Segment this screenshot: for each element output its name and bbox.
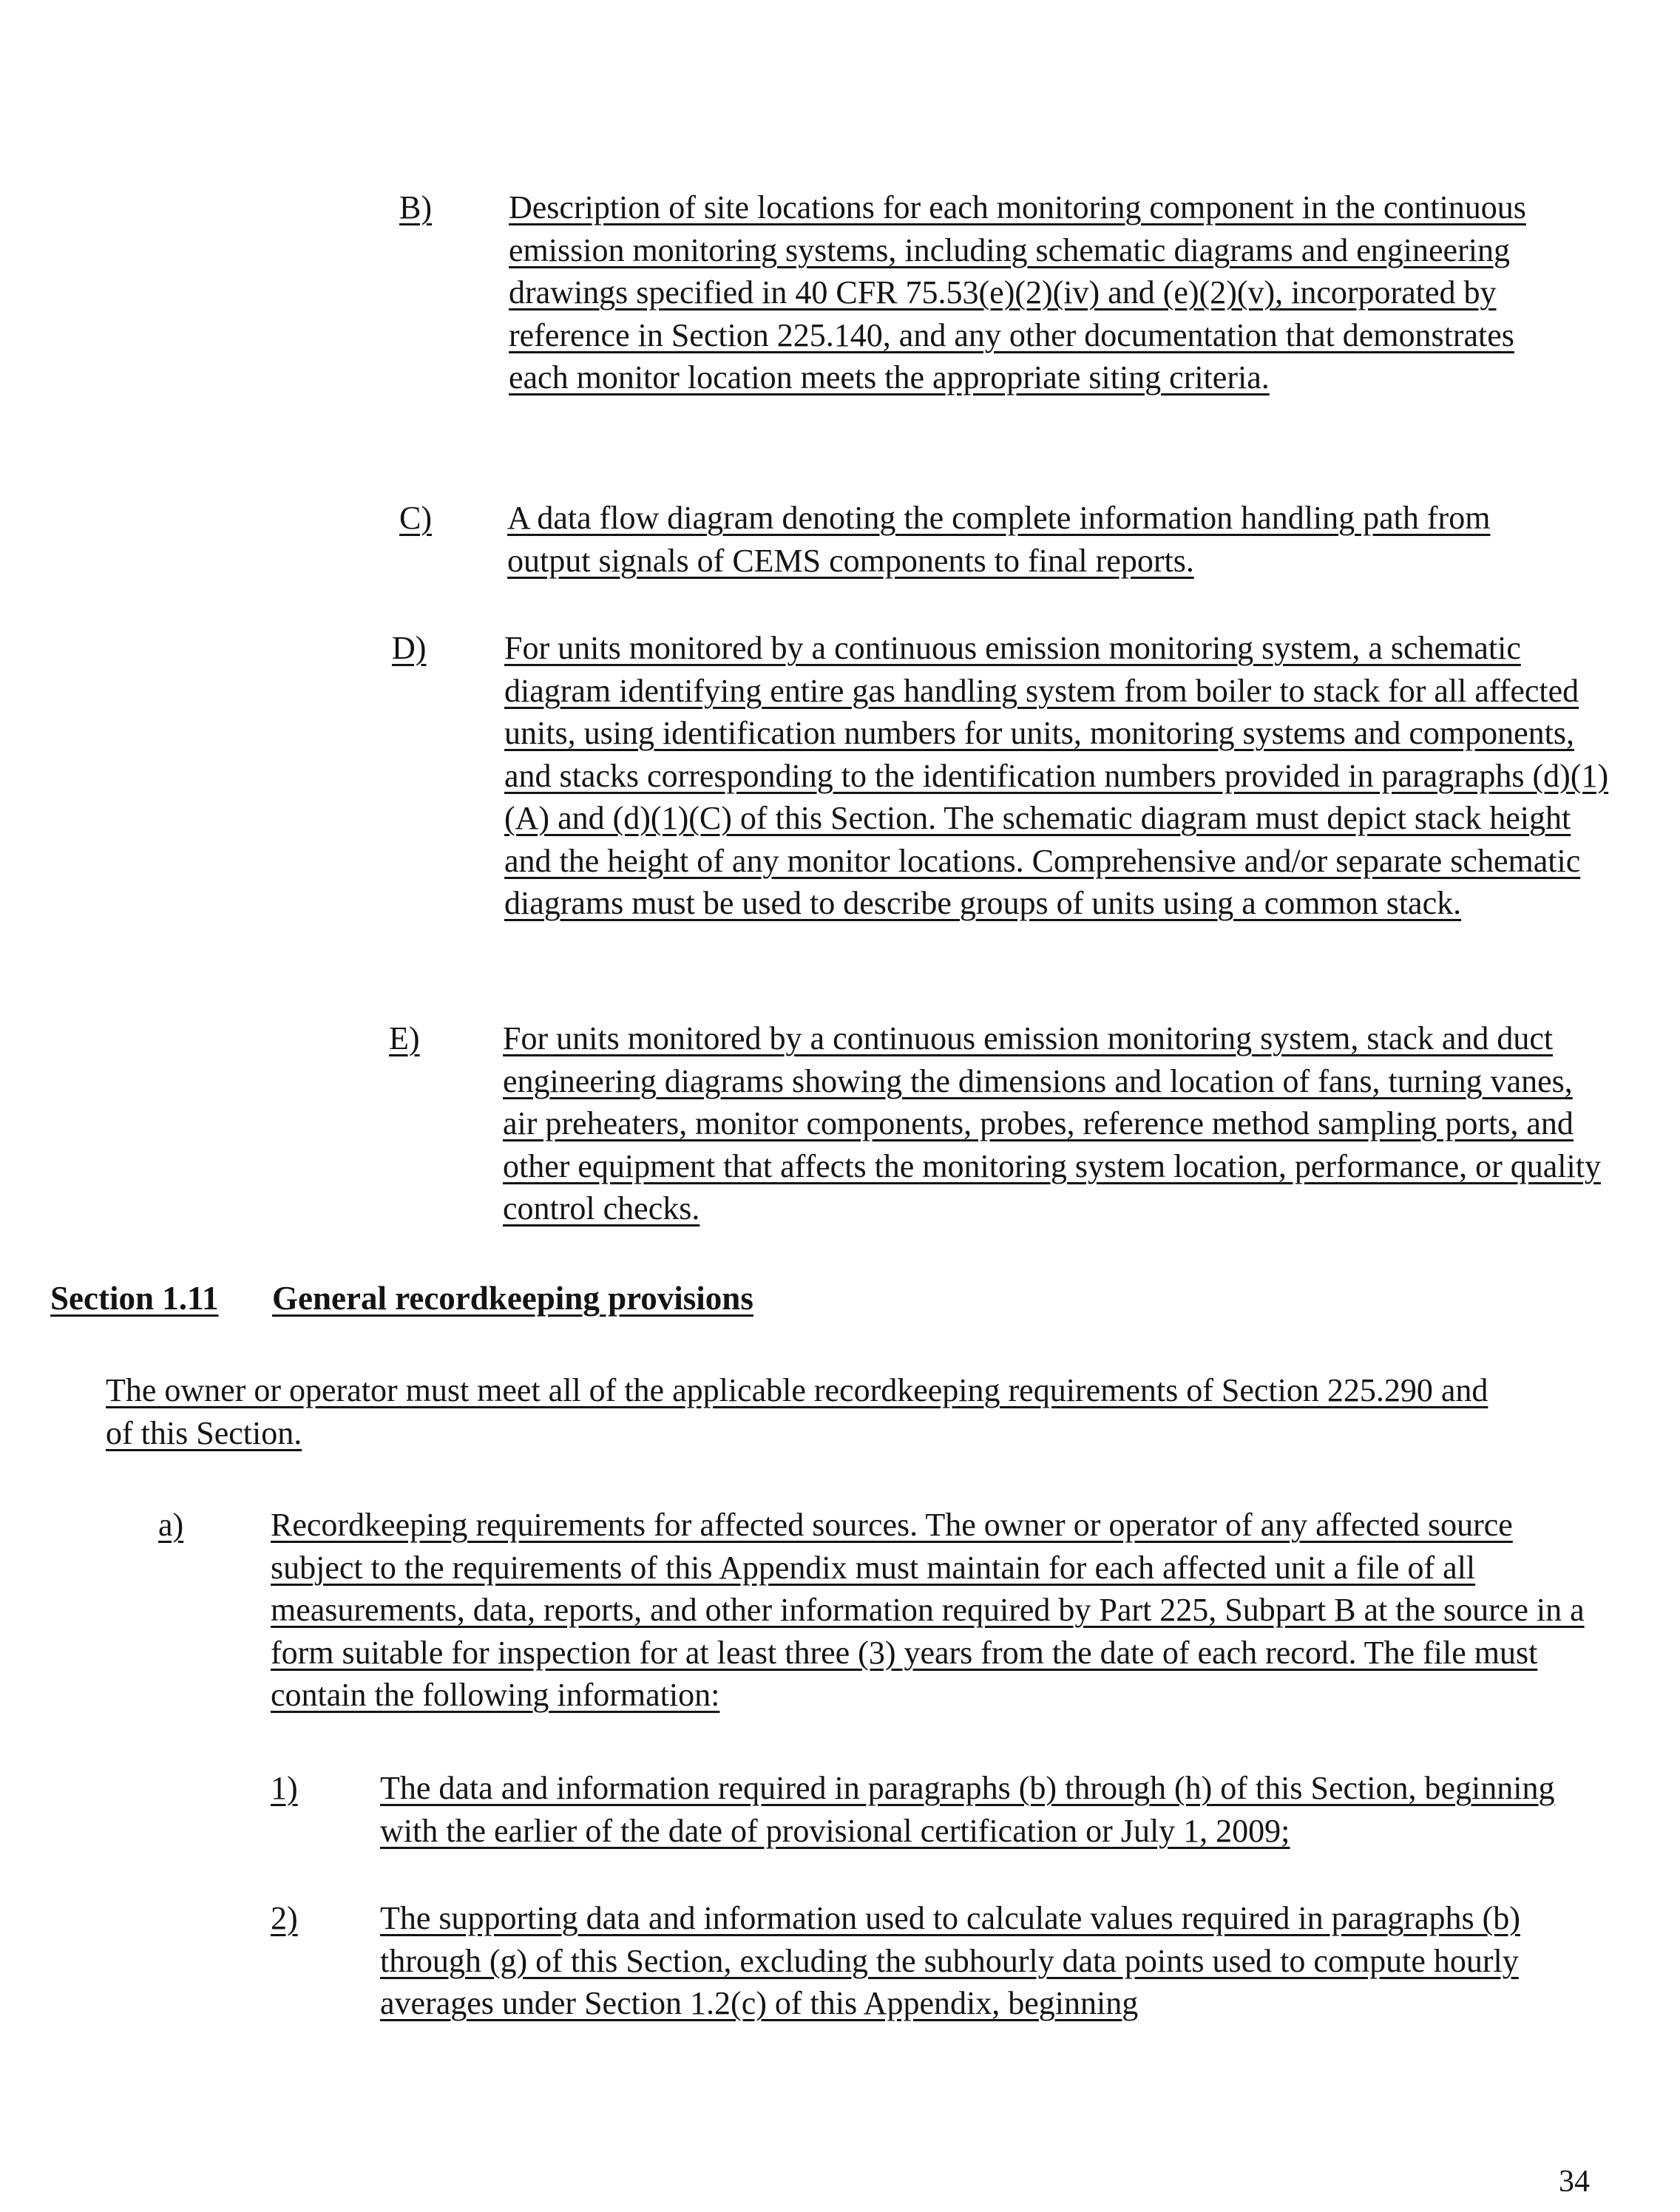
item-e-text: For units monitored by a continuous emission monitoring system, stack and duct engineering diagrams showing the dimensions and location of fans, turning vanes, air preheaters, monitor components, probes, reference method sampling ports, and other equipment that affects the monitoring system location, performance, or quality control checks. <box>503 1020 1601 1227</box>
subsection-a-text: Recordkeeping requirements for affected sources. The owner or operator of any affected source subject to the requirements of this Appendix must maintain for each affected unit a file of all measurements, data, reports, and other information required by Part 225, Subpart B at the source in a form suitable for inspection for at least three (3) years from the date of each record. The file must contain the following information: <box>271 1507 1585 1713</box>
section-title: General recordkeeping provisions <box>272 1280 753 1317</box>
section-number: Section 1.11 <box>50 1280 219 1317</box>
subsection-a2 <box>271 1897 1610 2025</box>
item-b <box>399 186 1538 399</box>
item-b-text: Description of site locations for each monitoring component in the continuous emission monitoring systems, including schematic diagrams and engineering drawings specified in 40 CFR 75.53(e)(2)(iv) and (e)(2)(v), incorporated by reference in Section 225.140, and any other documentation that demonstrates each monitor location meets the appropriate siting criteria. <box>509 189 1526 396</box>
item-c-label: C) <box>399 500 432 536</box>
subsection-a2-label: 2) <box>271 1900 298 1936</box>
subsection-a-label: a) <box>158 1507 184 1543</box>
item-e-label: E) <box>389 1020 420 1056</box>
section-intro: The owner or operator must meet all of the applicable recordkeeping requirements of Section 225.290 and of this Section. <box>106 1372 1488 1451</box>
subsection-a1-label: 1) <box>271 1770 298 1806</box>
subsection-a1-text: The data and information required in paragraphs (b) through (h) of this Section, beginning with the earlier of the date of provisional certification or July 1, 2009; <box>380 1770 1555 1849</box>
page-number: 34 <box>1559 2165 1590 2199</box>
item-b-label: B) <box>399 189 432 225</box>
item-d-text: For units monitored by a continuous emission monitoring system, a schematic diagram identifying entire gas handling system from boiler to stack for all affected units, using identification numbers for units, monitoring systems and components, and stacks corresponding to the identification numbers provided in paragraphs (d)(1)(A) and (d)(1)(C) of this Section. The schematic diagram must depict stack height and the height of any monitor locations. Comprehensive and/or separate schematic diagrams must be used to describe groups of units using a common stack. <box>504 630 1609 921</box>
section-heading <box>50 1276 753 1320</box>
item-c <box>399 497 1538 582</box>
item-e <box>389 1017 1610 1230</box>
subsection-a <box>158 1504 1610 1717</box>
item-c-text: A data flow diagram denoting the complete information handling path from output signals of CEMS components to final reports. <box>507 500 1491 579</box>
subsection-a2-text: The supporting data and information used to calculate values required in paragraphs (b) through (g) of this Section, excluding the subhourly data points used to compute hourly averages under Section 1.2(c) of this Appendix, beginning <box>380 1900 1520 2021</box>
item-d-label: D) <box>392 630 427 666</box>
item-d <box>392 627 1612 925</box>
subsection-a1 <box>271 1767 1565 1852</box>
